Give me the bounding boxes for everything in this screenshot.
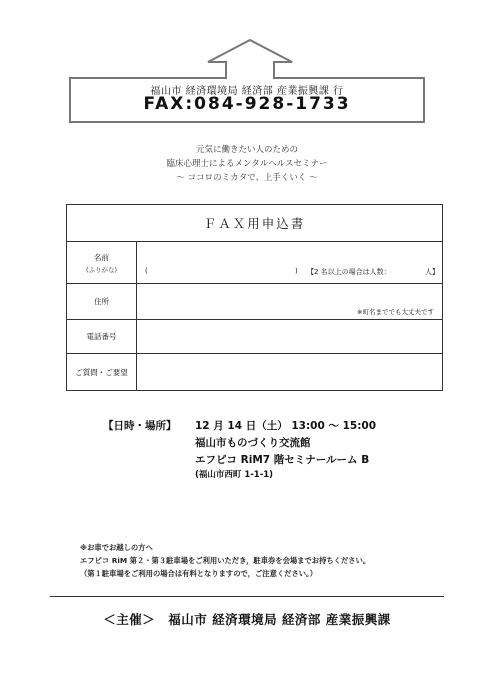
form-row-phone — [67, 320, 442, 354]
phone-input-area[interactable] — [137, 320, 442, 353]
phone-label: 電話番号 — [86, 332, 117, 341]
seminar-tagline: 〜 ココロのミカタで、上手くいく 〜 — [176, 173, 318, 183]
form-title: ＦＡＸ用申込書 — [67, 205, 442, 242]
parking-note-body: エフピコ RiM 第２・第３駐車場をご利用いただき，駐車券を会場までお持ちください。 — [80, 556, 371, 565]
form-row-address — [67, 284, 442, 320]
name-input-area[interactable] — [137, 242, 442, 283]
form-row-name — [67, 242, 442, 284]
form-row-questions — [67, 354, 442, 390]
furigana-label: (ふりがな) — [85, 265, 118, 274]
parking-note-heading: ※お車でお越しの方へ — [80, 543, 153, 552]
attendee-count-note: 【2 名以上の場合は人数： — [307, 268, 391, 276]
seminar-title: 臨床心理士によるメンタルヘルスセミナー — [166, 159, 328, 169]
venue-room: エフピコ RiM7 階セミナールーム B — [195, 454, 370, 466]
questions-label-cell — [67, 354, 137, 390]
footer-divider — [50, 596, 444, 597]
attendee-count-unit: 人】 — [425, 268, 439, 276]
name-paren-close: ) — [295, 267, 298, 275]
name-label: 名前 — [94, 252, 109, 262]
address-input-area[interactable] — [137, 284, 442, 319]
address-label: 住所 — [94, 297, 109, 306]
name-label-cell — [67, 242, 137, 283]
fax-recipient: 福山市 経済環境局 経済部 産業振興課 行 — [150, 86, 344, 97]
organizer: ＜主催＞ 福山市 経済環境局 経済部 産業振興課 — [103, 612, 391, 627]
event-label: 【日時・場所】 — [103, 420, 177, 432]
seminar-subtitle-1: 元気に働きたい人のための — [195, 145, 298, 155]
event-datetime: 12 月 14 日（土） 13:00 〜 15:00 — [195, 420, 377, 432]
venue-name: 福山市ものづくり交流館 — [195, 437, 311, 449]
venue-address: (福山市西町 1-1-1) — [195, 470, 274, 480]
questions-input-area[interactable] — [137, 354, 442, 390]
questions-label: ご質問・ご要望 — [75, 367, 128, 377]
name-paren-open: ( — [145, 267, 148, 275]
application-form — [66, 204, 443, 391]
address-label-cell — [67, 284, 137, 319]
parking-note-caution: （第１駐車場をご利用の場合は有料となりますので，ご注意ください。） — [80, 569, 317, 578]
address-note: ※町名まででも大丈夫です — [357, 308, 434, 316]
phone-label-cell — [67, 320, 137, 353]
fax-number: FAX:084-928-1733 — [143, 94, 351, 114]
